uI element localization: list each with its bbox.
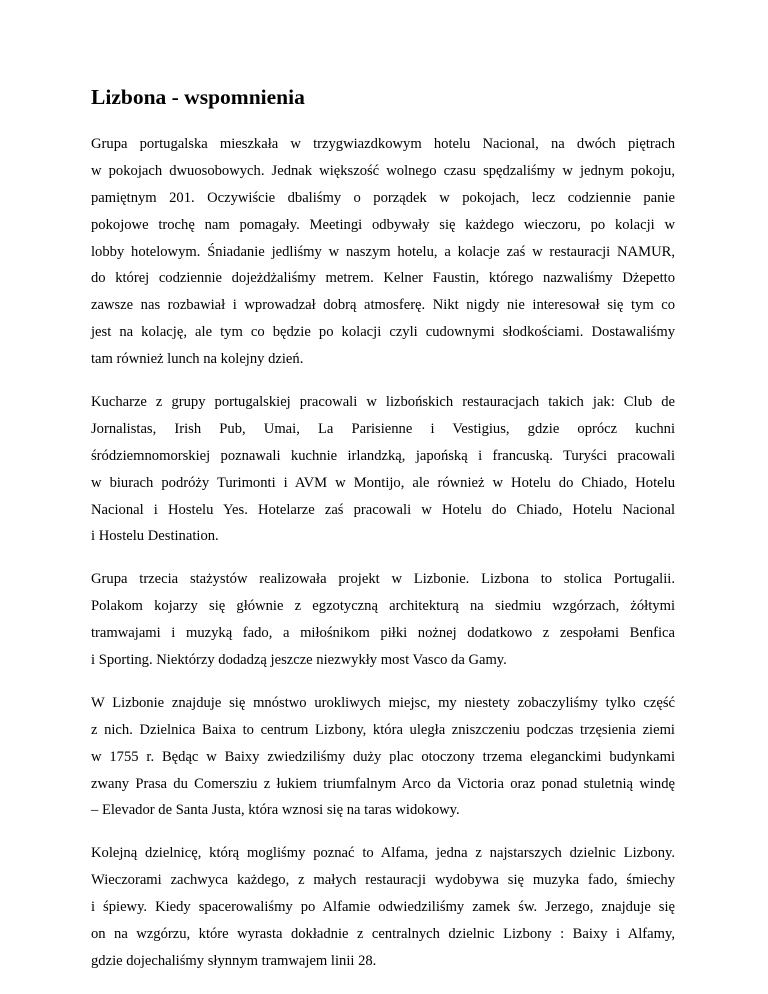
text-line: zawsze nas rozbawiał i wprowadzał dobrą atmosferę. Nikt nigdy nie interesował się tym co: [91, 297, 675, 314]
paragraph: [91, 566, 675, 674]
text-line: lobby hotelowym. Śniadanie jedliśmy w naszym hotelu, a kolacje zaś w restauracji NAMUR,: [91, 243, 675, 260]
text-line: do której codziennie dojeżdżaliśmy metrem. Kelner Faustin, którego nazwaliśmy Dżepetto: [91, 270, 675, 287]
text-line: jest na kolację, ale tym co będzie po kolacji czyli cudownymi słodkościami. Dostawaliśmy: [91, 324, 675, 341]
text-line: W Lizbonie znajduje się mnóstwo urokliwych miejsc, my niestety zobaczyliśmy tylko część: [91, 694, 675, 711]
text-line: zwany Prasa du Comersziu z łukiem triumfalnym Arco da Victoria oraz ponad stuletnią windę: [91, 775, 675, 792]
text-line: Nacional i Hostelu Yes. Hotelarze zaś pracowali w Hotelu do Chiado, Hotelu Nacional: [91, 501, 675, 518]
paragraph: [91, 389, 675, 550]
text-line: i Hostelu Destination.: [91, 528, 219, 545]
text-line: Polakom kojarzy się głównie z egzotyczną architekturą na siedmiu wzgórzach, żółtymi: [91, 598, 675, 615]
document-body: [91, 131, 675, 975]
text-line: tam również lunch na kolejny dzień.: [91, 351, 304, 368]
document-page: [91, 82, 675, 991]
text-line: pamiętnym 201. Oczywiście dbaliśmy o porządek w pokojach, lecz codziennie panie: [91, 189, 675, 206]
text-line: Kolejną dzielnicę, którą mogliśmy poznać to Alfama, jedna z najstarszych dzielnic Lizbony.: [91, 845, 675, 862]
paragraph: [91, 690, 675, 824]
text-line: z nich. Dzielnica Baixa to centrum Lizbony, która uległa zniszczeniu podczas trzęsienia ziemi: [91, 721, 675, 738]
text-line: w pokojach dwuosobowych. Jednak większość wolnego czasu spędzaliśmy w jednym pokoju,: [91, 162, 675, 179]
text-line: Kucharze z grupy portugalskiej pracowali w lizbońskich restauracjach takich jak: Club de: [91, 394, 675, 411]
text-line: tramwajami i muzyką fado, a miłośnikom piłki nożnej dodatkowo z zespołami Benfica: [91, 625, 675, 642]
text-line: Grupa trzecia stażystów realizowała projekt w Lizbonie. Lizbona to stolica Portugalii.: [91, 571, 675, 588]
text-line: i Sporting. Niektórzy dodadzą jeszcze niezwykły most Vasco da Gamy.: [91, 652, 507, 669]
text-line: gdzie dojechaliśmy słynnym tramwajem linii 28.: [91, 952, 377, 969]
text-line: Jornalistas, Irish Pub, Umai, La Parisienne i Vestigius, gdzie oprócz kuchni: [91, 420, 675, 437]
text-line: i śpiewy. Kiedy spacerowaliśmy po Alfamie odwiedziliśmy zamek św. Jerzego, znajduje się: [91, 899, 675, 916]
text-line: Wieczorami zachwyca każdego, z małych restauracji wydobywa się muzyka fado, śmiechy: [91, 872, 675, 889]
document-title: Lizbona - wspomnienia: [91, 85, 305, 109]
text-line: Grupa portugalska mieszkała w trzygwiazdkowym hotelu Nacional, na dwóch piętrach: [91, 136, 675, 152]
paragraph: [91, 131, 675, 373]
text-line: śródziemnomorskiej poznawali kuchnie irlandzką, japońską i francuską. Turyści pracowali: [91, 447, 675, 464]
text-line: on na wzgórzu, które wyrasta dokładnie z centralnych dzielnic Lizbony : Baixy i Alfamy,: [91, 926, 675, 943]
text-line: pokojowe trochę nam pomagały. Meetingi odbywały się każdego wieczoru, po kolacji w: [91, 216, 675, 233]
text-line: w biurach podróży Turimonti i AVM w Montijo, ale również w Hotelu do Chiado, Hotelu: [91, 474, 675, 491]
text-line: w 1755 r. Będąc w Baixy zwiedziliśmy duży plac otoczony trzema eleganckimi budynkami: [91, 748, 675, 765]
text-line: – Elevador de Santa Justa, która wznosi się na taras widokowy.: [91, 802, 460, 819]
paragraph: [91, 840, 675, 974]
